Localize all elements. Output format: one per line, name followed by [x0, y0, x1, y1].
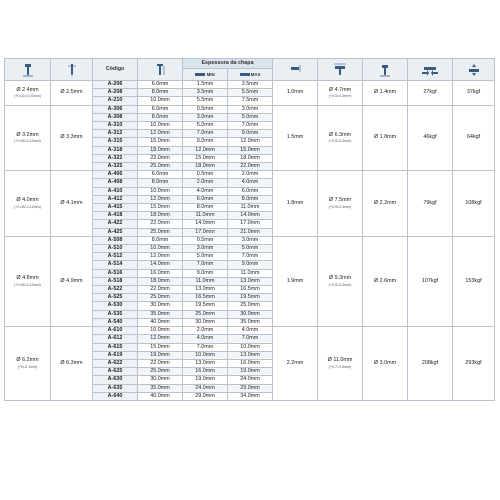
code-cell: A-508 [93, 236, 138, 244]
max-thickness-cell: 11.0mm [228, 269, 273, 277]
code-cell: A-310 [93, 122, 138, 130]
max-thickness-icon [240, 72, 250, 77]
head-diameter-cell [318, 327, 363, 401]
min-thickness-cell: 25.0mm [183, 310, 228, 318]
min-thickness-cell: 5.0mm [183, 122, 228, 130]
shear-force-icon [422, 64, 438, 76]
head-diameter-cell [318, 81, 363, 106]
drill-bit-cell: Ø 6.3mm [51, 327, 93, 401]
rivet-diameter-cell [5, 81, 51, 106]
head-height-cell: 1.0mm [273, 81, 318, 106]
min-header [183, 69, 228, 81]
rivet-tolerance: (+0/-0.1mm) [17, 364, 38, 369]
min-thickness-cell: 19.5mm [183, 302, 228, 310]
code-cell: A-512 [93, 253, 138, 261]
length-cell: 10.0mm [138, 122, 183, 130]
min-thickness-cell: 2.0mm [183, 327, 228, 335]
length-cell: 35.0mm [138, 310, 183, 318]
length-cell: 8.0mm [138, 89, 183, 97]
shear-cell: 79kgf [408, 171, 453, 237]
max-thickness-cell: 5.5mm [228, 89, 273, 97]
min-thickness-cell: 5.5mm [183, 97, 228, 105]
max-thickness-cell: 3.5mm [228, 81, 273, 89]
length-cell: 40.0mm [138, 392, 183, 400]
min-thickness-cell: 8.0mm [183, 204, 228, 212]
length-cell: 25.0mm [138, 368, 183, 376]
max-thickness-cell: 7.0mm [228, 335, 273, 343]
code-cell: A-410 [93, 187, 138, 195]
min-thickness-cell: 3.0mm [183, 113, 228, 121]
max-thickness-cell: 3.0mm [228, 105, 273, 113]
head-tolerance: (+0.5/-0.3mm) [328, 282, 352, 287]
table-row [5, 327, 495, 335]
length-cell: 25.0mm [138, 163, 183, 171]
code-cell: A-530 [93, 302, 138, 310]
rivet-diameter-icon [21, 63, 35, 77]
length-header [138, 59, 183, 81]
code-cell: A-640 [93, 392, 138, 400]
table-row [5, 81, 495, 89]
max-thickness-cell: 24.0mm [228, 376, 273, 384]
max-thickness-cell: 5.0mm [228, 113, 273, 121]
tension-force-icon [466, 64, 482, 76]
max-thickness-cell: 19.5mm [228, 294, 273, 302]
mandrel-cell: Ø 2.2mm [363, 171, 408, 237]
length-cell: 12.0mm [138, 335, 183, 343]
max-thickness-cell: 35.0mm [228, 318, 273, 326]
max-header [228, 69, 273, 81]
min-thickness-cell: 0.5mm [183, 171, 228, 179]
code-cell: A-622 [93, 359, 138, 367]
code-cell: A-206 [93, 81, 138, 89]
rivet-diameter: Ø 6.2mm [16, 357, 39, 364]
tension-cell: 64kgf [453, 105, 495, 171]
length-cell: 12.0mm [138, 253, 183, 261]
code-cell: A-318 [93, 146, 138, 154]
code-cell: A-615 [93, 343, 138, 351]
min-thickness-cell: 9.0mm [183, 269, 228, 277]
code-cell: A-325 [93, 163, 138, 171]
length-cell: 6.0mm [138, 81, 183, 89]
max-thickness-cell: 16.0mm [228, 359, 273, 367]
code-cell: A-312 [93, 130, 138, 138]
max-thickness-cell: 25.0mm [228, 302, 273, 310]
rivet-tolerance: (+0.08/-0.12mm) [14, 282, 41, 287]
shear-cell: 107kgf [408, 236, 453, 326]
length-cell: 15.0mm [138, 343, 183, 351]
code-cell: A-516 [93, 269, 138, 277]
length-cell: 15.0mm [138, 204, 183, 212]
thickness-header: Espessura da chapa [183, 59, 273, 69]
rivet-diameter: Ø 3.2mm [16, 131, 39, 138]
code-cell: A-406 [93, 171, 138, 179]
code-cell: A-412 [93, 195, 138, 203]
shear-cell: 208kgf [408, 327, 453, 401]
max-thickness-cell: 3.0mm [228, 236, 273, 244]
mandrel-cell: Ø 1.4mm [363, 81, 408, 106]
length-cell: 22.0mm [138, 286, 183, 294]
length-cell: 12.0mm [138, 130, 183, 138]
head-tolerance: (+0.5/-0.3mm) [328, 139, 352, 144]
head-tolerance: (+0.5/-0.3mm) [328, 93, 352, 98]
min-thickness-cell: 30.0mm [183, 318, 228, 326]
min-thickness-cell: 12.0mm [183, 146, 228, 154]
max-thickness-cell: 4.0mm [228, 327, 273, 335]
head-height-header [273, 59, 318, 81]
min-thickness-cell: 16.5mm [183, 294, 228, 302]
length-cell: 22.0mm [138, 220, 183, 228]
min-thickness-cell: 2.0mm [183, 179, 228, 187]
code-cell: A-630 [93, 376, 138, 384]
length-cell: 10.0mm [138, 245, 183, 253]
code-cell: A-619 [93, 351, 138, 359]
rivet-diameter-header [5, 59, 51, 81]
head-height-cell: 1.5mm [273, 105, 318, 171]
drill-bit-header [51, 59, 93, 81]
rivet-diameter: Ø 4.8mm [16, 275, 39, 282]
length-cell: 6.0mm [138, 171, 183, 179]
head-diameter-cell [318, 171, 363, 237]
min-thickness-cell: 0.5mm [183, 105, 228, 113]
rivet-spec-table [4, 58, 495, 401]
max-thickness-cell: 9.0mm [228, 261, 273, 269]
head-diameter: Ø 4.7mm [328, 86, 352, 93]
rivet-diameter: Ø 2.4mm [16, 86, 39, 93]
code-cell: A-422 [93, 220, 138, 228]
min-thickness-cell: 4.0mm [183, 187, 228, 195]
min-thickness-cell: 4.0mm [183, 335, 228, 343]
min-thickness-cell: 14.0mm [183, 220, 228, 228]
drill-bit-cell: Ø 3.3mm [51, 105, 93, 171]
mandrel-cell: Ø 1.8mm [363, 105, 408, 171]
max-thickness-cell: 14.0mm [228, 212, 273, 220]
max-label: MAX [250, 71, 261, 77]
code-cell: A-322 [93, 154, 138, 162]
length-cell: 22.0mm [138, 359, 183, 367]
min-thickness-cell: 6.0mm [183, 195, 228, 203]
length-cell: 8.0mm [138, 113, 183, 121]
max-thickness-cell: 7.0mm [228, 253, 273, 261]
head-diameter-cell [318, 236, 363, 326]
min-thickness-cell: 13.0mm [183, 359, 228, 367]
head-height-cell: 1.8mm [273, 171, 318, 237]
max-thickness-cell: 8.0mm [228, 195, 273, 203]
head-height-icon [288, 63, 302, 77]
length-cell: 16.0mm [138, 269, 183, 277]
shear-header [408, 59, 453, 81]
min-thickness-cell: 7.0mm [183, 261, 228, 269]
max-thickness-cell: 18.0mm [228, 154, 273, 162]
min-thickness-cell: 16.0mm [183, 368, 228, 376]
length-cell: 30.0mm [138, 376, 183, 384]
code-cell: A-418 [93, 212, 138, 220]
drill-bit-cell: Ø 4.9mm [51, 236, 93, 326]
max-thickness-cell: 2.0mm [228, 171, 273, 179]
rivet-length-icon [154, 63, 166, 77]
length-cell: 10.0mm [138, 327, 183, 335]
code-cell: A-408 [93, 179, 138, 187]
min-thickness-cell: 1.5mm [183, 81, 228, 89]
code-cell: A-625 [93, 368, 138, 376]
length-cell: 10.0mm [138, 97, 183, 105]
max-thickness-cell: 6.0mm [228, 187, 273, 195]
max-thickness-cell: 19.0mm [228, 368, 273, 376]
code-cell: A-518 [93, 277, 138, 285]
rivet-tolerance: (+0.08/-0.12mm) [14, 204, 41, 209]
tension-cell: 37kgf [453, 81, 495, 106]
max-thickness-cell: 15.0mm [228, 146, 273, 154]
min-thickness-cell: 13.0mm [183, 286, 228, 294]
head-height-cell: 2.2mm [273, 327, 318, 401]
mandrel-cell: Ø 2.6mm [363, 236, 408, 326]
min-thickness-cell: 11.0mm [183, 277, 228, 285]
length-cell: 25.0mm [138, 294, 183, 302]
code-cell: A-510 [93, 245, 138, 253]
min-thickness-cell: 7.0mm [183, 343, 228, 351]
max-thickness-cell: 12.0mm [228, 138, 273, 146]
length-cell: 8.0mm [138, 179, 183, 187]
tension-cell: 153kgf [453, 236, 495, 326]
length-cell: 10.0mm [138, 187, 183, 195]
max-thickness-cell: 22.0mm [228, 163, 273, 171]
max-thickness-cell: 4.0mm [228, 179, 273, 187]
code-cell: A-425 [93, 228, 138, 236]
tension-cell: 108kgf [453, 171, 495, 237]
head-diameter: Ø 7.5mm [328, 197, 352, 204]
length-cell: 35.0mm [138, 384, 183, 392]
max-thickness-cell: 10.0mm [228, 343, 273, 351]
max-thickness-cell: 7.0mm [228, 122, 273, 130]
min-thickness-cell: 11.0mm [183, 212, 228, 220]
length-cell: 15.0mm [138, 138, 183, 146]
head-tolerance: (+0.7/-0.5mm) [328, 364, 352, 369]
length-cell: 30.0mm [138, 302, 183, 310]
length-cell: 22.0mm [138, 154, 183, 162]
max-thickness-cell: 34.0mm [228, 392, 273, 400]
head-diameter: Ø 6.3mm [328, 131, 352, 138]
code-cell: A-610 [93, 327, 138, 335]
code-cell: A-635 [93, 384, 138, 392]
tension-header [453, 59, 495, 81]
rivet-tolerance: (+0.08/-0.12mm) [14, 139, 41, 144]
max-thickness-cell: 13.0mm [228, 351, 273, 359]
length-cell: 19.0mm [138, 351, 183, 359]
code-header: Código [93, 59, 138, 81]
rivet-diameter: Ø 4.0mm [16, 197, 39, 204]
length-cell: 40.0mm [138, 318, 183, 326]
min-thickness-cell: 3.0mm [183, 245, 228, 253]
code-cell: A-612 [93, 335, 138, 343]
head-height-cell: 1.9mm [273, 236, 318, 326]
code-cell: A-315 [93, 138, 138, 146]
max-thickness-cell: 17.0mm [228, 220, 273, 228]
head-diameter: Ø 11.0mm [327, 357, 353, 364]
min-label: MIN [206, 71, 215, 77]
code-cell: A-306 [93, 105, 138, 113]
head-diameter-cell [318, 105, 363, 171]
rivet-diameter-cell [5, 105, 51, 171]
max-thickness-cell: 5.0mm [228, 245, 273, 253]
length-cell: 18.0mm [138, 277, 183, 285]
min-thickness-cell: 9.0mm [183, 138, 228, 146]
table-row [5, 171, 495, 179]
min-thickness-cell: 19.0mm [183, 376, 228, 384]
code-cell: A-522 [93, 286, 138, 294]
max-thickness-cell: 13.0mm [228, 277, 273, 285]
rivet-diameter-cell [5, 171, 51, 237]
min-thickness-cell: 7.0mm [183, 130, 228, 138]
max-thickness-cell: 11.0mm [228, 204, 273, 212]
tension-cell: 293kgf [453, 327, 495, 401]
length-cell: 25.0mm [138, 228, 183, 236]
code-cell: A-308 [93, 113, 138, 121]
drill-bit-cell: Ø 2.5mm [51, 81, 93, 106]
min-thickness-cell: 3.5mm [183, 89, 228, 97]
max-thickness-cell: 7.5mm [228, 97, 273, 105]
max-thickness-cell: 29.0mm [228, 384, 273, 392]
min-thickness-cell: 0.5mm [183, 236, 228, 244]
max-thickness-cell: 30.0mm [228, 310, 273, 318]
length-cell: 14.0mm [138, 261, 183, 269]
min-thickness-cell: 15.0mm [183, 154, 228, 162]
rivet-spec-body [5, 81, 495, 401]
max-thickness-cell: 9.0mm [228, 130, 273, 138]
length-cell: 18.0mm [138, 212, 183, 220]
code-cell: A-210 [93, 97, 138, 105]
mandrel-cell: Ø 3.0mm [363, 327, 408, 401]
drill-bit-icon [67, 63, 77, 77]
shear-cell: 27kgf [408, 81, 453, 106]
min-thickness-cell: 18.0mm [183, 163, 228, 171]
length-cell: 6.0mm [138, 105, 183, 113]
code-cell: A-535 [93, 310, 138, 318]
code-cell: A-540 [93, 318, 138, 326]
length-cell: 18.0mm [138, 146, 183, 154]
head-diameter-header [318, 59, 363, 81]
mandrel-icon [378, 63, 392, 77]
mandrel-header [363, 59, 408, 81]
min-thickness-cell: 5.0mm [183, 253, 228, 261]
length-cell: 12.0mm [138, 195, 183, 203]
min-thickness-cell: 29.0mm [183, 392, 228, 400]
min-thickness-cell: 10.0mm [183, 351, 228, 359]
code-cell: A-208 [93, 89, 138, 97]
rivet-diameter-cell [5, 236, 51, 326]
min-thickness-cell: 24.0mm [183, 384, 228, 392]
rivet-tolerance: (+0.02/-0.03mm) [14, 93, 41, 98]
head-tolerance: (+0.5/-0.3mm) [328, 204, 352, 209]
shear-cell: 46kgf [408, 105, 453, 171]
table-row [5, 105, 495, 113]
max-thickness-cell: 16.5mm [228, 286, 273, 294]
code-cell: A-514 [93, 261, 138, 269]
head-diameter-icon [333, 63, 347, 77]
max-thickness-cell: 21.0mm [228, 228, 273, 236]
code-cell: A-415 [93, 204, 138, 212]
length-cell: 8.0mm [138, 236, 183, 244]
rivet-diameter-cell [5, 327, 51, 401]
table-row [5, 236, 495, 244]
code-cell: A-525 [93, 294, 138, 302]
drill-bit-cell: Ø 4.1mm [51, 171, 93, 237]
head-diameter: Ø 9.3mm [328, 275, 352, 282]
min-thickness-cell: 17.0mm [183, 228, 228, 236]
min-thickness-icon [195, 72, 205, 77]
